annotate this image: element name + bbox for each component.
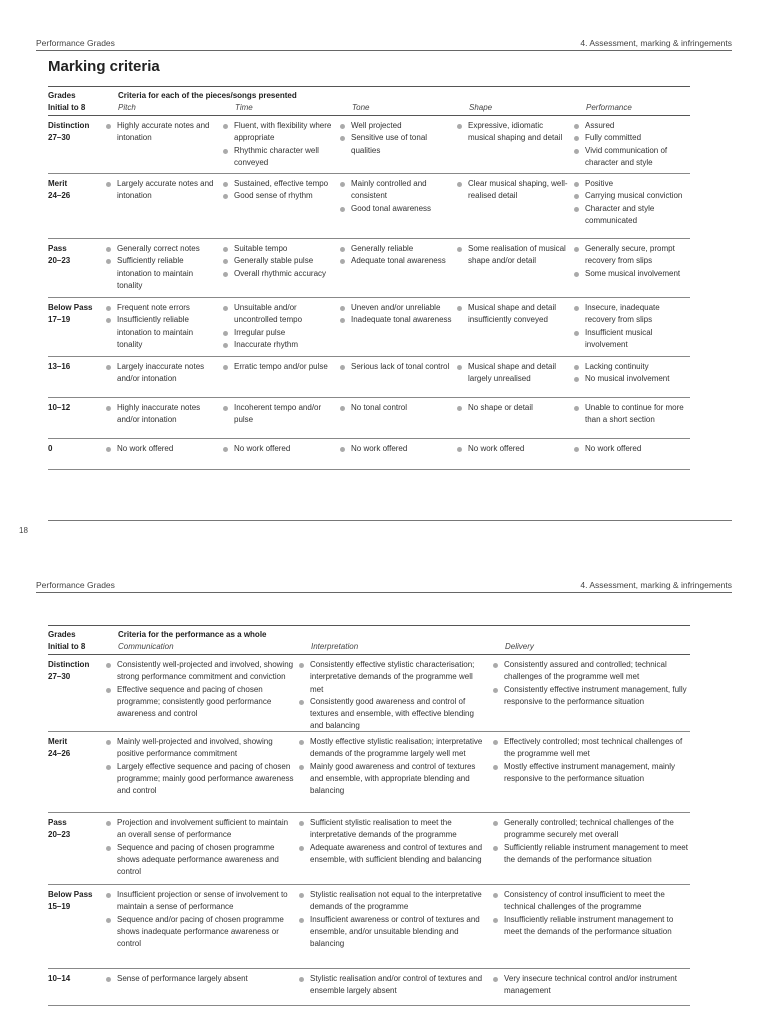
grades-header: [48, 90, 85, 115]
criteria-cell: [574, 361, 692, 386]
criteria-cell: [457, 243, 569, 268]
bullet-item: Generally controlled; technical challenges of the programme securely met overall: [493, 817, 689, 842]
bullet-item: Sequence and/or pacing of chosen programme shows inadequate performance awareness or control: [106, 914, 294, 951]
bullet-item: Sensitive use of tonal qualities: [340, 132, 452, 157]
grade-label: 0: [48, 444, 53, 453]
bullet-item: Consistently well-projected and involved, showing strong performance commitment and conviction: [106, 659, 294, 684]
bullet-list: [223, 443, 335, 455]
bullet-list: [299, 889, 487, 950]
bullet-list: [493, 973, 689, 998]
bullet-list: [340, 302, 452, 327]
criteria-cell: [106, 402, 218, 427]
bullet-item: Largely accurate notes and intonation: [106, 178, 218, 203]
bullet-item: Adequate tonal awareness: [340, 255, 452, 267]
bullet-item: Fluent, with flexibility where appropriate: [223, 120, 335, 145]
criteria-cell: [106, 736, 294, 797]
bullet-item: No work offered: [574, 443, 692, 455]
grade-range: 27–30: [48, 133, 71, 143]
performance-criteria-table: [48, 625, 690, 1006]
table-row: [48, 732, 690, 813]
grade-range: 15–19: [48, 902, 71, 912]
running-header-left: Performance Grades: [36, 38, 115, 48]
bullet-item: Sufficiently reliable instrument management to meet the demands of the performance situation: [493, 842, 689, 867]
table-row: [48, 298, 690, 357]
bullet-list: [574, 443, 692, 455]
bullet-item: Generally stable pulse: [223, 255, 335, 267]
bullet-list: [299, 973, 487, 998]
bullet-item: Mainly controlled and consistent: [340, 178, 452, 203]
criteria-cell: [493, 817, 689, 866]
grade-cell: [48, 243, 70, 268]
criteria-cell: [299, 817, 487, 866]
bullet-item: Well projected: [340, 120, 452, 132]
page-bottom: [0, 568, 768, 1024]
criteria-cell: [106, 817, 294, 878]
bullet-item: Good sense of rhythm: [223, 190, 335, 202]
table-row: [48, 885, 690, 969]
bullet-list: [106, 402, 218, 427]
bullet-item: Adequate awareness and control of textures and ensemble, with sufficient blending and balancing: [299, 842, 487, 867]
bullet-item: Sufficiently reliable intonation to maintain tonality: [106, 255, 218, 292]
bullet-list: [106, 973, 294, 985]
bullet-item: Positive: [574, 178, 692, 190]
running-header-right: 4. Assessment, marking & infringements: [580, 38, 732, 48]
bullet-list: [223, 302, 335, 351]
table-body: [48, 655, 690, 1006]
grade-label: Below Pass: [48, 303, 93, 312]
criteria-cell: [223, 243, 335, 280]
criteria-cell: [457, 178, 569, 203]
criteria-cell: [340, 178, 452, 215]
bullet-item: Generally correct notes: [106, 243, 218, 255]
running-header-left: Performance Grades: [36, 580, 115, 590]
bullet-list: [223, 361, 335, 373]
bullet-item: Uneven and/or unreliable: [340, 302, 452, 314]
grade-range: 24–26: [48, 191, 71, 201]
bullet-item: Clear musical shaping, well-realised detail: [457, 178, 569, 203]
table-row: [48, 239, 690, 298]
page-bottom-rule: [48, 520, 732, 521]
bullet-item: Carrying musical conviction: [574, 190, 692, 202]
bullet-list: [340, 361, 452, 373]
criteria-cell: [106, 889, 294, 950]
grades-sub: Initial to 8: [48, 103, 86, 113]
bullet-item: Sustained, effective tempo: [223, 178, 335, 190]
criteria-cell: [574, 402, 692, 427]
criteria-header: Criteria for each of the pieces/songs presented: [118, 91, 297, 100]
bullet-item: No work offered: [340, 443, 452, 455]
grade-label: Merit: [48, 737, 68, 746]
bullet-list: [106, 817, 294, 878]
column-header-shape: Shape: [469, 103, 493, 112]
bullet-item: Stylistic realisation and/or control of textures and ensemble largely absent: [299, 973, 487, 998]
bullet-list: [223, 120, 335, 169]
bullet-item: Irregular pulse: [223, 327, 335, 339]
table-row: [48, 398, 690, 439]
bullet-item: Effectively controlled; most technical challenges of the programme well met: [493, 736, 689, 761]
bullet-list: [106, 443, 218, 455]
bullet-item: Lacking continuity: [574, 361, 692, 373]
criteria-cell: [457, 120, 569, 145]
bullet-item: Sequence and pacing of chosen programme shows adequate performance awareness and control: [106, 842, 294, 879]
grade-cell: [48, 973, 70, 985]
bullet-item: Generally reliable: [340, 243, 452, 255]
grade-label: Merit: [48, 179, 68, 188]
bullet-item: Insufficiently reliable instrument management to meet the demands of the performance situation: [493, 914, 689, 939]
bullet-item: Unable to continue for more than a short section: [574, 402, 692, 427]
bullet-item: Suitable tempo: [223, 243, 335, 255]
bullet-item: Largely effective sequence and pacing of chosen programme; mainly good performance awareness and control: [106, 761, 294, 798]
criteria-cell: [299, 889, 487, 950]
grade-cell: [48, 361, 70, 373]
bullet-list: [457, 361, 569, 386]
bullet-item: Mostly effective stylistic realisation; interpretative demands of the programme largely well met: [299, 736, 487, 761]
bullet-list: [574, 361, 692, 386]
grade-label: 10–14: [48, 974, 71, 983]
criteria-header: Criteria for the performance as a whole: [118, 630, 267, 639]
bullet-item: Character and style communicated: [574, 203, 692, 228]
running-header-right: 4. Assessment, marking & infringements: [580, 580, 732, 590]
bullet-item: Largely inaccurate notes and/or intonation: [106, 361, 218, 386]
grades-label: Grades: [48, 630, 76, 639]
bullet-item: Inadequate tonal awareness: [340, 314, 452, 326]
criteria-cell: [574, 178, 692, 227]
bullet-list: [106, 120, 218, 145]
bullet-list: [106, 302, 218, 351]
criteria-cell: [493, 889, 689, 938]
bullet-item: Insufficiently reliable intonation to maintain tonality: [106, 314, 218, 351]
bullet-list: [493, 659, 689, 708]
grade-cell: [48, 443, 52, 455]
table-body: [48, 116, 690, 470]
bullet-list: [106, 361, 218, 386]
bullet-item: Generally secure, prompt recovery from slips: [574, 243, 692, 268]
bullet-list: [574, 402, 692, 427]
bullet-list: [299, 659, 487, 733]
column-header-tone: Tone: [352, 103, 370, 112]
criteria-cell: [574, 302, 692, 351]
criteria-cell: [106, 973, 294, 985]
bullet-list: [299, 817, 487, 866]
bullet-list: [457, 243, 569, 268]
grade-cell: [48, 302, 92, 327]
bullet-item: Mainly well-projected and involved, showing positive performance commitment: [106, 736, 294, 761]
bullet-item: Good tonal awareness: [340, 203, 452, 215]
criteria-cell: [106, 178, 218, 203]
grade-label: Pass: [48, 818, 67, 827]
grades-sub: Initial to 8: [48, 642, 86, 652]
bullet-item: No musical involvement: [574, 373, 692, 385]
bullet-list: [106, 659, 294, 720]
grade-range: 17–19: [48, 315, 71, 325]
criteria-cell: [340, 243, 452, 268]
grade-range: 24–26: [48, 749, 71, 759]
bullet-item: Overall rhythmic accuracy: [223, 268, 335, 280]
bullet-item: No work offered: [457, 443, 569, 455]
criteria-cell: [574, 243, 692, 280]
bullet-item: Mainly good awareness and control of textures and ensemble, with appropriate blending and balancing: [299, 761, 487, 798]
criteria-cell: [299, 736, 487, 797]
criteria-cell: [493, 973, 689, 998]
criteria-cell: [457, 443, 569, 455]
running-header: [36, 38, 732, 51]
bullet-list: [106, 889, 294, 950]
bullet-item: Some musical involvement: [574, 268, 692, 280]
grade-label: 10–12: [48, 403, 71, 412]
grade-label: Below Pass: [48, 890, 93, 899]
criteria-cell: [223, 120, 335, 169]
criteria-cell: [493, 659, 689, 708]
bullet-item: Incoherent tempo and/or pulse: [223, 402, 335, 427]
bullet-item: Highly accurate notes and intonation: [106, 120, 218, 145]
bullet-item: No work offered: [223, 443, 335, 455]
bullet-item: Frequent note errors: [106, 302, 218, 314]
table-row: [48, 813, 690, 885]
bullet-item: Insufficient awareness or control of textures and ensemble, and/or unsuitable blending and balancing: [299, 914, 487, 951]
bullet-item: Unsuitable and/or uncontrolled tempo: [223, 302, 335, 327]
bullet-item: No tonal control: [340, 402, 452, 414]
bullet-item: No shape or detail: [457, 402, 569, 414]
bullet-list: [457, 302, 569, 327]
grade-label: 13–16: [48, 362, 71, 371]
criteria-cell: [493, 736, 689, 785]
criteria-cell: [340, 361, 452, 373]
grade-cell: [48, 889, 92, 914]
column-header-performance: Performance: [586, 103, 632, 112]
criteria-cell: [106, 120, 218, 145]
grade-cell: [48, 178, 70, 203]
criteria-cell: [340, 443, 452, 455]
criteria-cell: [223, 402, 335, 427]
column-header-delivery: Delivery: [505, 642, 534, 651]
bullet-item: Stylistic realisation not equal to the interpretative demands of the programme: [299, 889, 487, 914]
bullet-item: Insufficient musical involvement: [574, 327, 692, 352]
bullet-list: [340, 178, 452, 215]
criteria-cell: [223, 361, 335, 373]
bullet-list: [223, 243, 335, 280]
bullet-item: No work offered: [106, 443, 218, 455]
grades-header: [48, 629, 85, 654]
page-title: Marking criteria: [48, 58, 160, 75]
bullet-list: [574, 302, 692, 351]
bullet-item: Consistency of control insufficient to meet the technical challenges of the programme: [493, 889, 689, 914]
grades-label: Grades: [48, 91, 76, 100]
bullet-list: [223, 178, 335, 203]
criteria-cell: [457, 302, 569, 327]
column-header-time: Time: [235, 103, 253, 112]
grade-cell: [48, 402, 70, 414]
bullet-item: Musical shape and detail insufficiently conveyed: [457, 302, 569, 327]
bullet-list: [299, 736, 487, 797]
bullet-item: Consistently assured and controlled; technical challenges of the programme well met: [493, 659, 689, 684]
bullet-item: Consistently good awareness and control of textures and ensemble, with effective blending and balancing: [299, 696, 487, 733]
bullet-item: Serious lack of tonal control: [340, 361, 452, 373]
criteria-cell: [340, 120, 452, 157]
grade-range: 20–23: [48, 256, 71, 266]
bullet-list: [340, 120, 452, 157]
bullet-list: [223, 402, 335, 427]
table-row: [48, 969, 690, 1006]
bullet-item: Insufficient projection or sense of involvement to maintain a sense of performance: [106, 889, 294, 914]
criteria-cell: [457, 361, 569, 386]
bullet-item: Vivid communication of character and style: [574, 145, 692, 170]
grade-cell: [48, 659, 89, 684]
bullet-list: [574, 120, 692, 169]
table-header: [48, 86, 690, 116]
column-header-communication: Communication: [118, 642, 174, 651]
bullet-item: Some realisation of musical shape and/or detail: [457, 243, 569, 268]
bullet-list: [493, 817, 689, 866]
criteria-cell: [299, 659, 487, 733]
bullet-item: Insecure, inadequate recovery from slips: [574, 302, 692, 327]
table-row: [48, 357, 690, 398]
criteria-cell: [574, 443, 692, 455]
bullet-item: Mostly effective instrument management, mainly responsive to the performance situation: [493, 761, 689, 786]
table-header: [48, 625, 690, 655]
bullet-list: [340, 443, 452, 455]
grade-label: Pass: [48, 244, 67, 253]
criteria-cell: [106, 361, 218, 386]
bullet-list: [493, 889, 689, 938]
bullet-list: [457, 178, 569, 203]
bullet-item: Expressive, idiomatic musical shaping and detail: [457, 120, 569, 145]
column-header-pitch: Pitch: [118, 103, 136, 112]
running-header: [36, 580, 732, 593]
column-header-interpretation: Interpretation: [311, 642, 359, 651]
criteria-cell: [106, 302, 218, 351]
table-row: [48, 174, 690, 239]
criteria-cell: [340, 302, 452, 327]
grade-cell: [48, 120, 89, 145]
grade-label: Distinction: [48, 660, 90, 669]
criteria-cell: [223, 443, 335, 455]
grade-cell: [48, 736, 70, 761]
bullet-item: Erratic tempo and/or pulse: [223, 361, 335, 373]
criteria-cell: [106, 443, 218, 455]
bullet-list: [457, 402, 569, 414]
bullet-item: Sense of performance largely absent: [106, 973, 294, 985]
grade-range: 27–30: [48, 672, 71, 682]
grade-range: 20–23: [48, 830, 71, 840]
bullet-list: [106, 736, 294, 797]
bullet-item: Effective sequence and pacing of chosen programme; consistently good performance awareness and control: [106, 684, 294, 721]
criteria-cell: [299, 973, 487, 998]
bullet-item: Projection and involvement sufficient to maintain an overall sense of performance: [106, 817, 294, 842]
bullet-item: Inaccurate rhythm: [223, 339, 335, 351]
criteria-cell: [574, 120, 692, 169]
table-row: [48, 439, 690, 470]
criteria-cell: [223, 302, 335, 351]
criteria-cell: [223, 178, 335, 203]
bullet-list: [493, 736, 689, 785]
bullet-item: Very insecure technical control and/or instrument management: [493, 973, 689, 998]
bullet-list: [457, 120, 569, 145]
criteria-cell: [106, 659, 294, 720]
bullet-list: [457, 443, 569, 455]
bullet-item: Musical shape and detail largely unrealised: [457, 361, 569, 386]
bullet-list: [340, 402, 452, 414]
bullet-item: Assured: [574, 120, 692, 132]
bullet-list: [106, 243, 218, 292]
bullet-list: [340, 243, 452, 268]
bullet-item: Rhythmic character well conveyed: [223, 145, 335, 170]
bullet-list: [574, 178, 692, 227]
grade-label: Distinction: [48, 121, 90, 130]
bullet-list: [574, 243, 692, 280]
marking-criteria-table: [48, 86, 690, 470]
bullet-item: Highly inaccurate notes and/or intonation: [106, 402, 218, 427]
criteria-cell: [340, 402, 452, 414]
criteria-cell: [457, 402, 569, 414]
criteria-cell: [106, 243, 218, 292]
bullet-item: Sufficient stylistic realisation to meet the interpretative demands of the programme: [299, 817, 487, 842]
page-number: 18: [19, 526, 28, 535]
bullet-item: Fully committed: [574, 132, 692, 144]
table-row: [48, 116, 690, 174]
bullet-list: [106, 178, 218, 203]
grade-cell: [48, 817, 70, 842]
table-row: [48, 655, 690, 732]
bullet-item: Consistently effective instrument management, fully responsive to the performance situation: [493, 684, 689, 709]
bullet-item: Consistently effective stylistic characterisation; interpretative demands of the programme well met: [299, 659, 487, 696]
